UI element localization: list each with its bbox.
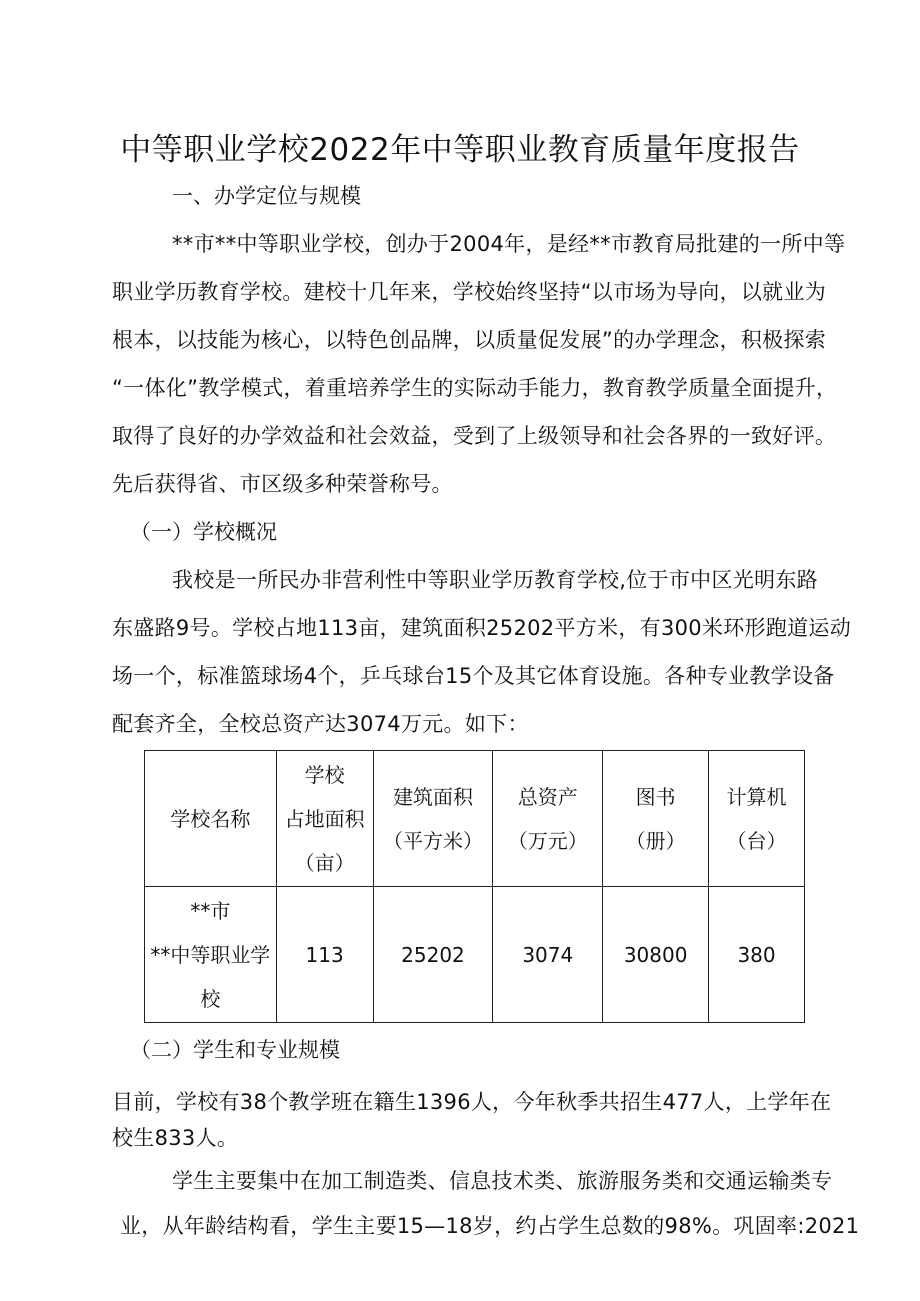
table-row <box>145 887 805 1023</box>
paragraph-line: 配套齐全，全校总资产达3074万元。如下： <box>112 712 529 736</box>
subsection-heading-2: （二）学生和专业规模 <box>130 1038 340 1062</box>
paragraph-line: 学生主要集中在加工制造类、信息技术类、旅游服务类和交通运输类专 <box>172 1169 833 1193</box>
header-school-name: 学校名称 <box>145 751 277 887</box>
page-title: 中等职业学校2022年中等职业教育质量年度报告 <box>120 132 800 168</box>
paragraph-line: 校生833人。 <box>112 1126 239 1150</box>
table-header-row <box>145 751 805 887</box>
paragraph-line: 东盛路9号。学校占地113亩，建筑面积25202平方米，有300米环形跑道运动 <box>112 616 852 640</box>
cell-books: 30800 <box>603 887 709 1023</box>
paragraph-line: 先后获得省、市区级多种荣誉称号。 <box>112 472 453 496</box>
cell-building-area: 25202 <box>373 887 493 1023</box>
paragraph-line: 我校是一所民办非营利性中等职业学历教育学校,位于市中区光明东路 <box>172 568 818 592</box>
cell-school-name: **市 **中等职业学 校 <box>145 887 277 1023</box>
school-stats-table <box>144 750 805 1023</box>
header-computers: 计算机 （台） <box>709 751 805 887</box>
cell-land-area: 113 <box>276 887 373 1023</box>
paragraph-line: “一体化”教学模式，着重培养学生的实际动手能力，教育教学质量全面提升， <box>112 376 838 400</box>
subsection-heading-1: （一）学校概况 <box>130 520 277 544</box>
paragraph-line: 职业学历教育学校。建校十几年来，学校始终坚持“以市场为导向，以就业为 <box>112 280 827 304</box>
paragraph-line: 根本，以技能为核心，以特色创品牌，以质量促发展”的办学理念，积极探索 <box>112 328 827 352</box>
header-total-assets: 总资产 （万元） <box>493 751 603 887</box>
header-building-area: 建筑面积 （平方米） <box>373 751 493 887</box>
header-land-area: 学校 占地面积 （亩） <box>276 751 373 887</box>
cell-total-assets: 3074 <box>493 887 603 1023</box>
section-heading-1: 一、办学定位与规模 <box>172 184 361 208</box>
cell-computers: 380 <box>709 887 805 1023</box>
paragraph-line: **市**中等职业学校，创办于2004年，是经**市教育局批建的一所中等 <box>172 232 846 256</box>
paragraph-line: 业，从年龄结构看，学生主要15—18岁，约占学生总数的98%。巩固率:2021 <box>120 1214 860 1238</box>
paragraph-line: 场一个，标准篮球场4个，乒乓球台15个及其它体育设施。各种专业教学设备 <box>112 664 835 688</box>
header-books: 图书 （册） <box>603 751 709 887</box>
paragraph-line: 目前，学校有38个教学班在籍生1396人，今年秋季共招生477人，上学年在 <box>112 1090 832 1114</box>
paragraph-line: 取得了良好的办学效益和社会效益，受到了上级领导和社会各界的一致好评。 <box>112 424 837 448</box>
